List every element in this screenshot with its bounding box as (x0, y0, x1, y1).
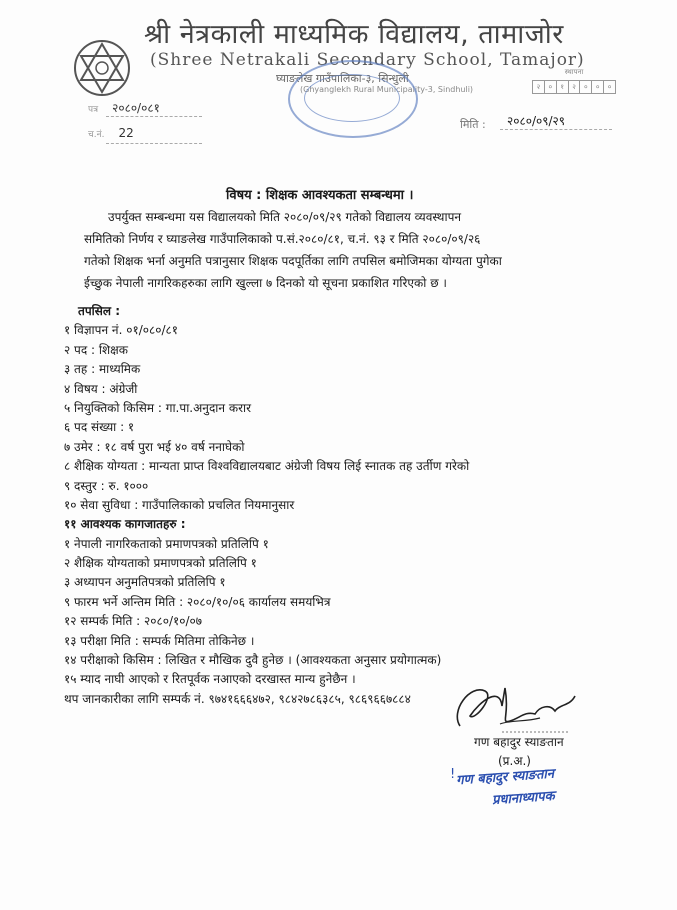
estd-digit: २ (533, 81, 545, 93)
school-emblem-icon (72, 38, 132, 98)
estd-digit: ० (592, 81, 604, 93)
document-item: ३ अध्यापन अनुमतिपत्रको प्रतिलिपि १ (64, 575, 226, 590)
body-line: गतेको शिक्षक भर्ना अनुमति पत्रानुसार शिक्षक पदपूर्तिका लागि तपसिल बमोजिमका योग्यता पुगेका (84, 254, 502, 268)
school-seal-stamp (288, 60, 418, 138)
list-item: ७ उमेर : १८ वर्ष पुरा भई ४० वर्ष ननाघेको (64, 439, 245, 454)
designation-stamp: प्रधानाध्यापक (491, 788, 556, 809)
chalani-number-row (88, 126, 134, 140)
body-line: समितिको निर्णय र घ्याङलेख गाउँपालिकाको प.सं.२०८०/८१, च.नं. ९३ र मिति २०८०/०९/२६ (84, 232, 481, 246)
list-item: ९ फारम भर्ने अन्तिम मिति : २०८०/१०/०६ कार्यालय समयभित्र (64, 594, 331, 609)
date-value: २०८०/०९/२९ (507, 114, 566, 128)
list-item: १२ सम्पर्क मिति : २०८०/१०/०७ (64, 614, 202, 629)
list-item: १५ म्याद नाघी आएको र रितपूर्वक नआएको दरखास्त मान्य हुनेछैन । (64, 672, 356, 687)
letter-number-label: पत्र (88, 105, 99, 115)
list-item: १० सेवा सुविधा : गाउँपालिकाको प्रचलित नियमानुसार (64, 497, 295, 512)
handwritten-signature (440, 676, 590, 736)
list-item: १ विज्ञापन नं. ०१/०८०/८१ (64, 323, 178, 338)
chalani-number-label: च.नं. (88, 130, 105, 140)
date-line (500, 129, 612, 130)
signatory-name: गण बहादुर स्याङतान (474, 735, 564, 749)
date-label: मिति : (460, 118, 486, 131)
body-line: उपर्युक्त सम्बन्धमा यस विद्यालयको मिति २०८०/०९/२९ गतेको विद्यालय व्यवस्थापन (108, 210, 462, 224)
school-address-english: (Ghyanglekh Rural Municipality-3, Sindhuli) (300, 85, 474, 94)
body-line: ईच्छुक नेपाली नागरिकहरुका लागि खुल्ला ७ दिनको यो सूचना प्रकाशित गरिएको छ । (84, 276, 447, 290)
estd-digit: २ (569, 81, 581, 93)
list-item: ८ शैक्षिक योग्यता : मान्यता प्राप्त विश्वविद्यालयबाट अंग्रेजी विषय लिई स्नातक तह उर्तीण गरेको (64, 459, 470, 474)
school-name-nepali: श्री नेत्रकाली माध्यमिक विद्यालय, तामाजोर (144, 19, 564, 50)
establishment-label: स्थापना (564, 68, 584, 76)
signatory-title: (प्र.अ.) (498, 754, 531, 768)
list-item: ५ नियुक्तिको किसिम : गा.पा.अनुदान करार (64, 400, 252, 415)
letter-number-line (106, 116, 202, 117)
estd-digit: ० (607, 83, 612, 91)
document-item: २ शैक्षिक योग्यताको प्रमाणपत्रको प्रतिलिपि १ (64, 556, 257, 571)
list-item: ४ विषय : अंग्रेजी (64, 381, 138, 396)
contact-line: थप जानकारीका लागि सम्पर्क नं. ९७४१६६६४७२, ९८४२७८६३८५, ९८६९६६७८८४ (64, 691, 411, 706)
name-stamp: गण बहादुर स्याङतान (455, 766, 555, 789)
documents-heading: ११ आवश्यक कागजातहरु : (64, 517, 186, 532)
details-heading: तपसिल : (78, 304, 120, 318)
school-name-english: (Shree Netrakali Secondary School, Tamajor) (150, 50, 585, 70)
list-item: ६ पद संख्या : १ (64, 420, 135, 435)
document-item: १ नेपाली नागरिकताको प्रमाणपत्रको प्रतिलिपि १ (64, 536, 269, 551)
list-item: २ पद : शिक्षक (64, 342, 129, 357)
letter-number-value: २०८०/०८१ (112, 101, 160, 115)
chalani-number-line (106, 143, 202, 144)
subject-line: विषय : शिक्षक आवश्यकता सम्बन्धमा । (226, 188, 414, 203)
list-item: १४ परीक्षाको किसिम : लिखित र मौखिक दुवै हुनेछ । (आवश्यकता अनुसार प्रयोगात्मक) (64, 653, 442, 668)
body-paragraph (84, 206, 614, 294)
list-item: ३ तह : माध्यमिक (64, 362, 141, 377)
list-item: ९ दस्तुर : रु. १००० (64, 478, 149, 493)
details-list (64, 302, 469, 709)
letter-number-row (88, 99, 160, 116)
estd-digit: ० (545, 81, 557, 93)
estd-digit: ० (580, 81, 592, 93)
list-item: १३ परीक्षा मिति : सम्पर्क मितिमा तोकिनेछ । (64, 633, 255, 648)
stamp-mark: ! (450, 767, 456, 782)
establishment-digits (532, 80, 616, 94)
school-address-nepali: घ्याङलेख गाउँपालिका-३, सिन्धुली (276, 72, 409, 85)
estd-digit: १ (557, 81, 569, 93)
establishment-box (532, 68, 616, 90)
chalani-number-value: 22 (118, 126, 134, 140)
